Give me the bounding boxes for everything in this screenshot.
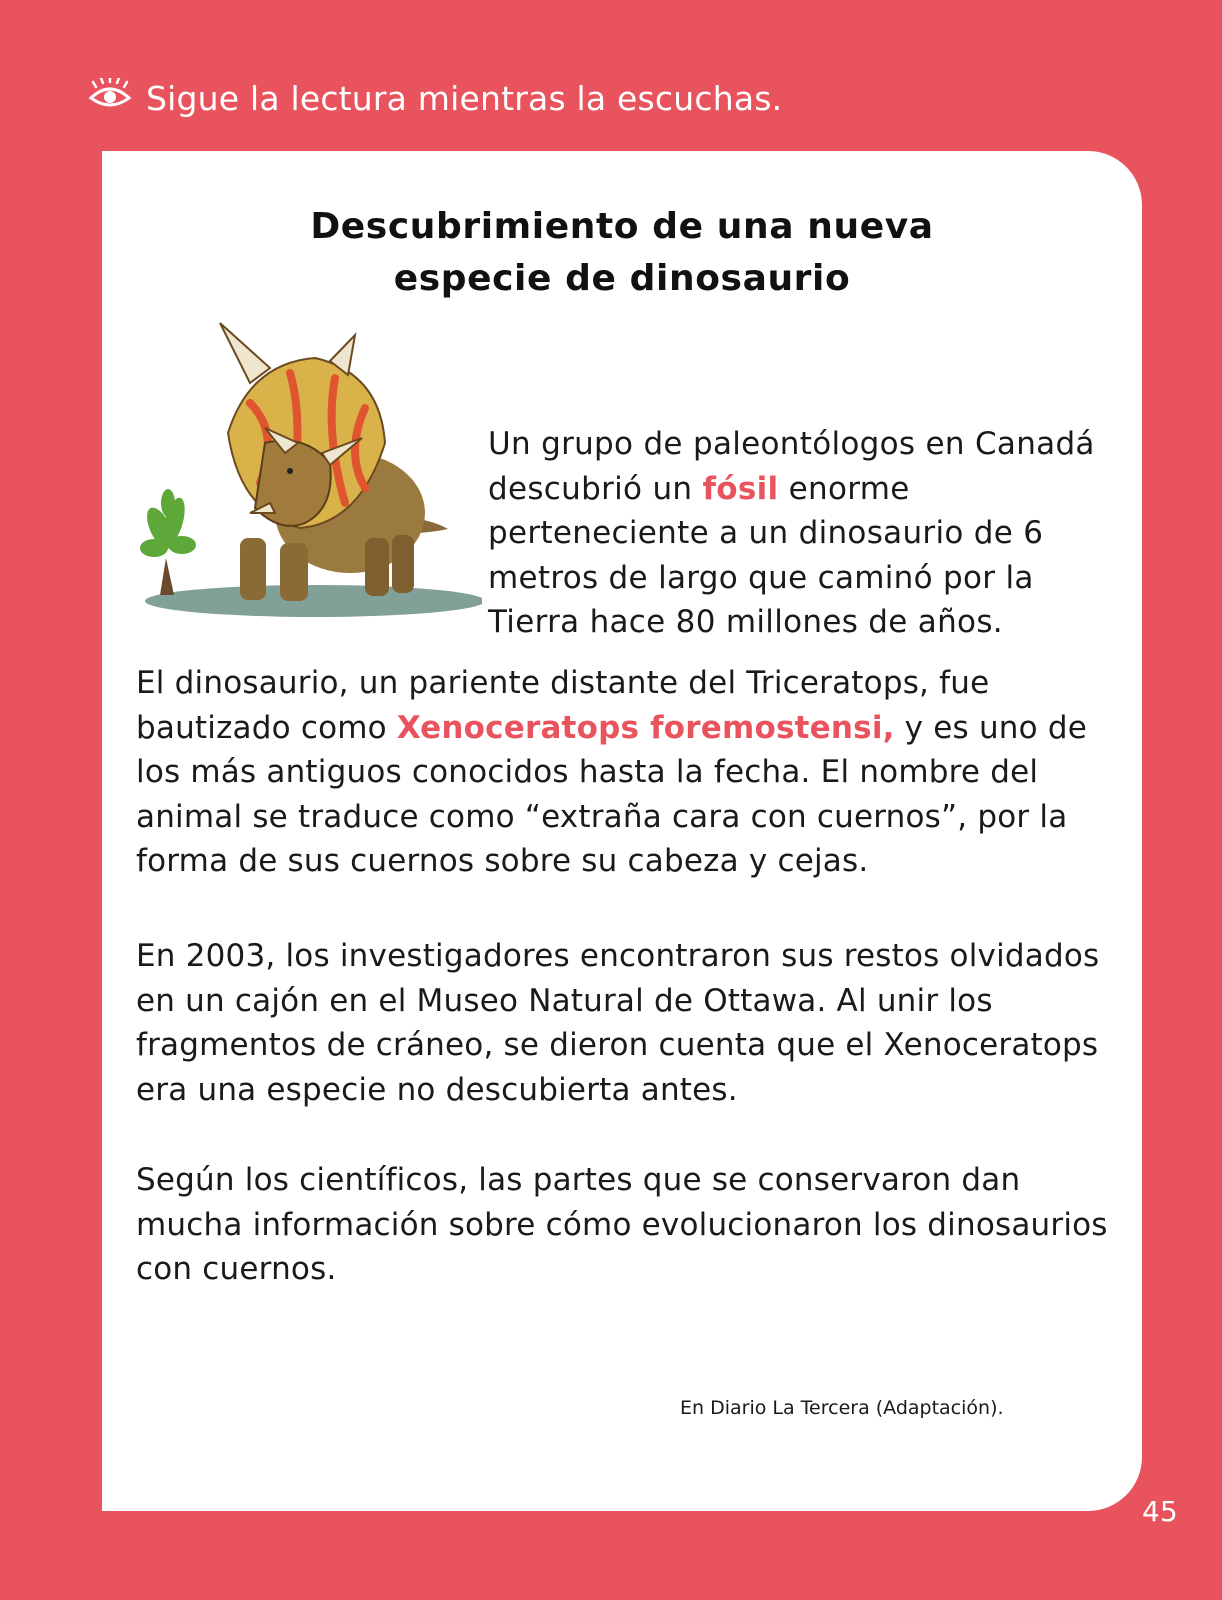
paragraph-1 — [136, 661, 1116, 884]
eye-icon — [88, 78, 132, 118]
paragraph-2: En 2003, los investigadores encontraron sus restos olvidados en un cajón en el Museo Natural de Ottawa. Al unir los fragmentos de cráneo, se dieron cuenta que el Xenoceratops era una especie no descubierta antes. — [136, 938, 1100, 1108]
intro-paragraph — [488, 422, 1128, 645]
page-number: 45 — [1142, 1495, 1178, 1528]
highlight-species-name: Xenoceratops foremostensi, — [396, 709, 895, 746]
intro-text-end: enorme perteneciente a un dinosaurio de 6 metros de largo que caminó por la Tierra hace 80 millones de años. — [488, 470, 1044, 640]
title-line-1: Descubrimiento de una nueva — [310, 206, 934, 247]
instruction-text: Sigue la lectura mientras la escuchas. — [146, 78, 783, 118]
reading-card — [102, 151, 1142, 1511]
highlight-fosil: fósil — [702, 470, 779, 507]
source-citation: En Diario La Tercera (Adaptación). — [680, 1397, 1004, 1419]
intro-text: Un grupo de paleontólogos en Canadá descubrió un — [488, 426, 1095, 507]
paragraph-1-text: El dinosaurio, un pariente distante del Triceratops, fue bautizado como — [136, 665, 990, 746]
paragraph-1-text-end: y es uno de los más antiguos conocidos hasta la fecha. El nombre del animal se traduce como “extraña cara con cuernos”, por la forma de sus cuernos sobre su cabeza y cejas. — [136, 709, 1088, 879]
article-title — [102, 201, 1142, 305]
dinosaur-illustration — [130, 313, 482, 629]
title-line-2: especie de dinosaurio — [393, 258, 851, 299]
instruction — [88, 78, 782, 118]
paragraph-3: Según los científicos, las partes que se conservaron dan mucha información sobre cómo evolucionaron los dinosaurios con cuernos. — [136, 1162, 1108, 1287]
